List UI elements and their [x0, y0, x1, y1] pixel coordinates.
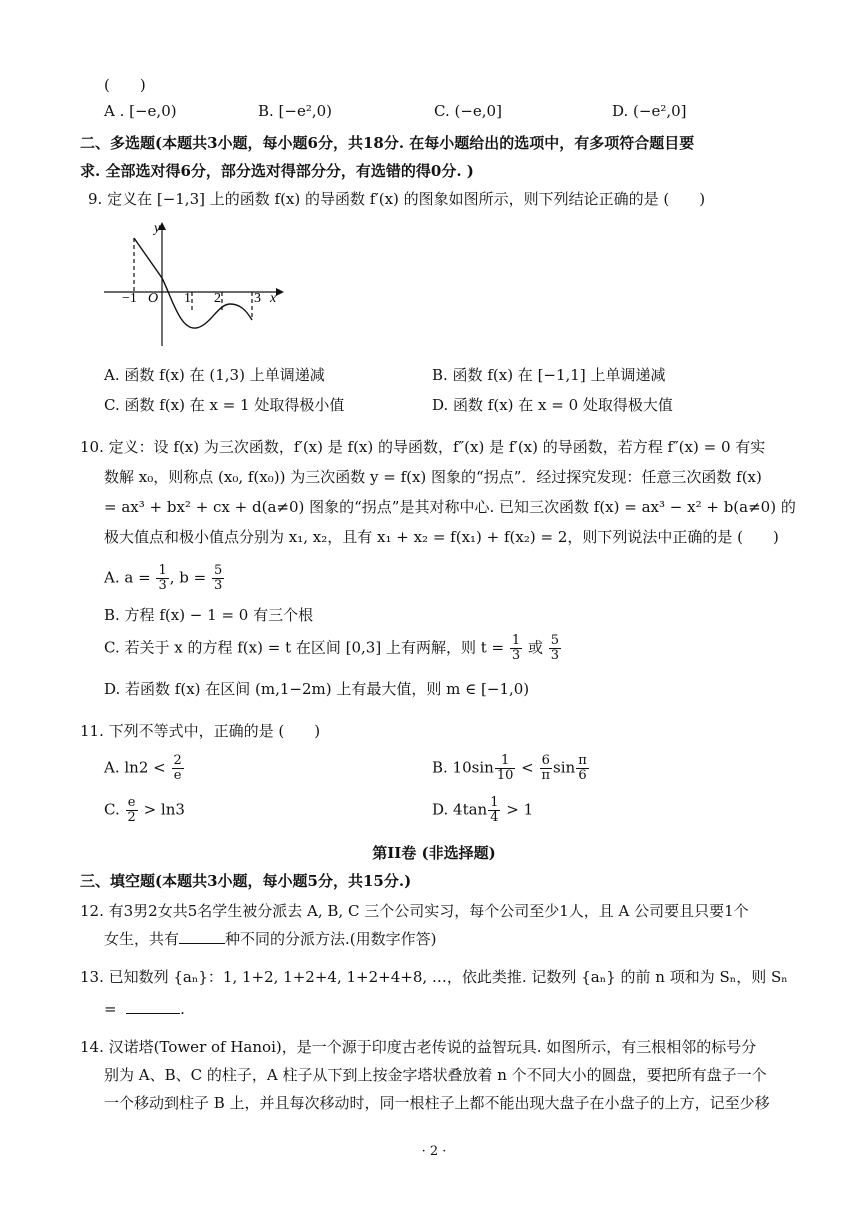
- graph-tick-2: 2: [214, 291, 221, 306]
- page-number: · 2 ·: [421, 1144, 447, 1159]
- q11-option-d: D. 4tan $\frac{1}{4}$ > 1: [432, 795, 534, 825]
- graph-y-label: y: [154, 221, 161, 236]
- q12-line1: 12. 有3男2女共5名学生被分派去 A, B, C 三个公司实习，每个公司至少1人，且 A 公司要且只要1个: [80, 902, 749, 920]
- q12-answer-blank[interactable]: [179, 929, 225, 944]
- graph-origin-label: O: [148, 291, 159, 306]
- section2-heading-line2: 求. 全部选对得6分，部分选对得部分分，有选错的得0分. ): [80, 162, 474, 180]
- q9-option-d: D. 函数 f(x) 在 x = 0 处取得极大值: [432, 396, 673, 414]
- q10-option-d: D. 若函数 f(x) 在区间 (m,1−2m) 上有最大值，则 m ∈ [−1,0): [104, 680, 530, 698]
- q10-option-a: A. a = $\frac{1}{3}$ , b = $\frac{5}{3}$: [104, 563, 223, 593]
- graph-x-label: x: [270, 291, 277, 306]
- q8-option-a: A . [−e,0): [104, 102, 177, 120]
- graph-tick-1: 1: [184, 291, 191, 306]
- q11-option-c: C. $\frac{e}{2}$ > ln3: [104, 795, 185, 825]
- q10-option-c: C. 若关于 x 的方程 f(x) = t 在区间 [0,3] 上有两解，则 t = $\frac{1}{3}$ 或 $\frac{5}{3}$: [104, 633, 560, 663]
- section3-heading: 三、填空题(本题共3小题，每小题5分，共15分.): [80, 872, 412, 890]
- q9-derivative-graph: [100, 218, 290, 348]
- q10-line4: 极大值点和极小值点分别为 x₁, x₂，且有 x₁ + x₂ = f(x₁) + f(x₂) = 2，则下列说法中正确的是 ( ): [104, 528, 779, 546]
- graph-tick-3: 3: [254, 291, 261, 306]
- q11-option-b: B. 10sin $\frac{1}{10}$ < $\frac{6}{\pi}$ sin $\frac{\pi}{6}$: [432, 753, 587, 783]
- q9-option-a: A. 函数 f(x) 在 (1,3) 上单调递减: [104, 366, 325, 384]
- q10-line1: 10. 定义：设 f(x) 为三次函数，f′(x) 是 f(x) 的导函数，f″(x) 是 f′(x) 的导函数，若方程 f″(x) = 0 有实: [80, 438, 766, 456]
- graph-tick-minus1: −1: [122, 291, 137, 306]
- q14-line1: 14. 汉诺塔(Tower of Hanoi)，是一个源于印度古老传说的益智玩具. 如图所示，有三根相邻的标号分: [80, 1038, 757, 1056]
- q13-line2: = .: [104, 1000, 185, 1018]
- q8-option-b: B. [−e²,0): [258, 102, 333, 120]
- q14-line3: 一个移动到柱子 B 上，并且每次移动时，同一根柱子上都不能出现大盘子在小盘子的上方，记至少移: [104, 1094, 770, 1112]
- q13-line1: 13. 已知数列 {aₙ}：1, 1+2, 1+2+4, 1+2+4+8, …，依此类推. 记数列 {aₙ} 的前 n 项和为 Sₙ，则 Sₙ: [80, 968, 788, 986]
- part2-heading: 第II卷 (非选择题): [372, 844, 496, 862]
- q9-option-c: C. 函数 f(x) 在 x = 1 处取得极小值: [104, 396, 345, 414]
- q12-line2: 女生，共有 种不同的分派方法.(用数字作答): [104, 930, 437, 948]
- q8-option-d: D. (−e²,0]: [612, 102, 687, 120]
- q10-line2: 数解 x₀，则称点 (x₀, f(x₀)) 为三次函数 y = f(x) 图象的“拐点”．经过探究发现：任意三次函数 f(x): [104, 468, 762, 486]
- q8-option-c: C. (−e,0]: [434, 102, 502, 120]
- q11-option-a: A. ln2 < $\frac{2}{e}$: [104, 753, 182, 783]
- q11-stem: 11. 下列不等式中，正确的是 ( ): [80, 722, 321, 740]
- q9-option-b: B. 函数 f(x) 在 [−1,1] 上单调递减: [432, 366, 666, 384]
- q10-line3: = ax³ + bx² + cx + d(a≠0) 图象的“拐点”是其对称中心. 已知三次函数 f(x) = ax³ − x² + b(a≠0) 的: [104, 498, 796, 516]
- q14-line2: 别为 A、B、C 的柱子，A 柱子从下到上按金字塔状叠放着 n 个不同大小的圆盘，要把所有盘子一个: [104, 1066, 767, 1084]
- q8-answer-paren: ( ): [104, 76, 146, 94]
- q13-answer-blank[interactable]: [126, 999, 180, 1014]
- q10-option-b: B. 方程 f(x) − 1 = 0 有三个根: [104, 606, 314, 624]
- section2-heading-line1: 二、多选题(本题共3小题，每小题6分，共18分. 在每小题给出的选项中，有多项符合题目要: [80, 134, 695, 152]
- q9-stem: 9. 定义在 [−1,3] 上的函数 f(x) 的导函数 f′(x) 的图象如图所示，则下列结论正确的是 ( ): [88, 190, 706, 208]
